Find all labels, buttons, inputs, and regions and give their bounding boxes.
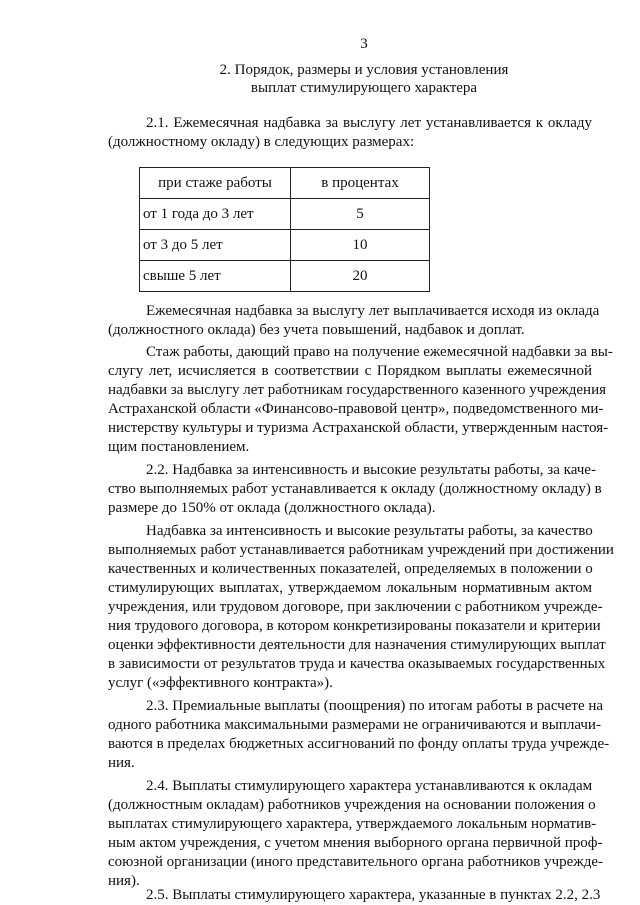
table-row bbox=[140, 230, 430, 261]
table-cell: 20 bbox=[291, 261, 430, 292]
paragraph-line: учреждения, или трудовом договоре, при заключении с работником учрежде- bbox=[108, 599, 603, 615]
paragraph-line: союзной организации (иного представительного органа работников учрежде- bbox=[108, 854, 603, 870]
paragraph-line: 2.2. Надбавка за интенсивность и высокие результаты работы, за каче- bbox=[146, 462, 596, 478]
paragraph-line: размере до 150% от оклада (должностного оклада). bbox=[108, 500, 436, 516]
page-number: 3 bbox=[360, 36, 368, 52]
table-cell: 10 bbox=[291, 230, 430, 261]
paragraph-line: оценки эффективности деятельности для назначения стимулирующих выплат bbox=[108, 637, 606, 653]
paragraph-line: (должностным окладам) работников учреждения на основании положения о bbox=[108, 797, 596, 813]
paragraph-line: услуг («эффективного контракта»). bbox=[108, 675, 333, 691]
table-cell: от 3 до 5 лет bbox=[140, 230, 291, 261]
paragraph-line: Стаж работы, дающий право на получение ежемесячной надбавки за вы- bbox=[146, 344, 613, 360]
paragraph-line: 2.4. Выплаты стимулирующего характера устанавливаются к окладам bbox=[146, 778, 593, 794]
paragraph-line: щим постановлением. bbox=[108, 439, 250, 455]
paragraph-line: ным актом учреждения, с учетом мнения выборного органа первичной проф- bbox=[108, 835, 603, 851]
table-row bbox=[140, 261, 430, 292]
paragraph-line: в зависимости от результатов труда и качества оказываемых государственных bbox=[108, 656, 606, 672]
paragraph-line: (должностному окладу) в следующих размерах: bbox=[108, 134, 415, 150]
paragraph-line: Надбавка за интенсивность и высокие результаты работы, за качество bbox=[146, 523, 593, 539]
table-cell: 5 bbox=[291, 199, 430, 230]
table-cell: свыше 5 лет bbox=[140, 261, 291, 292]
paragraph-line: (должностного оклада) без учета повышений, надбавок и доплат. bbox=[108, 322, 525, 338]
table-cell: от 1 года до 3 лет bbox=[140, 199, 291, 230]
section-heading-line: выплат стимулирующего характера bbox=[250, 80, 478, 96]
section-heading-line: 2. Порядок, размеры и условия установления bbox=[219, 62, 509, 78]
paragraph-line: 2.1. Ежемесячная надбавка за выслугу лет устанавливается к окладу bbox=[146, 115, 592, 131]
paragraph-line: слугу лет, исчисляется в соответствии с Порядком выплаты ежемесячной bbox=[108, 363, 592, 379]
paragraph-line: выплатах стимулирующего характера, утверждаемого локальным норматив- bbox=[108, 816, 597, 832]
paragraph-line: ство выполняемых работ устанавливается к окладу (должностному окладу) в bbox=[108, 481, 602, 497]
paragraph-line: 2.5. Выплаты стимулирующего характера, указанные в пунктах 2.2, 2.3 bbox=[146, 887, 601, 903]
table-header-cell: при стаже работы bbox=[140, 168, 291, 199]
paragraph-line: Астраханской области «Финансово-правовой центр», подведомственного ми- bbox=[108, 401, 604, 417]
paragraph-line: качественных и количественных показателей, определяемых в положении о bbox=[108, 561, 593, 577]
paragraph-line: ваются в пределах бюджетных ассигнований по фонду оплаты труда учрежде- bbox=[108, 736, 610, 752]
table-header-cell: в процентах bbox=[291, 168, 430, 199]
paragraph-line: Ежемесячная надбавка за выслугу лет выплачивается исходя из оклада bbox=[146, 303, 600, 319]
seniority-table bbox=[139, 167, 430, 292]
paragraph-line: нистерству культуры и туризма Астраханской области, утвержденным настоя- bbox=[108, 420, 609, 436]
paragraph-line: 2.3. Премиальные выплаты (поощрения) по итогам работы в расчете на bbox=[146, 698, 604, 714]
table-row bbox=[140, 199, 430, 230]
paragraph-line: ния трудового договора, в котором конкретизированы показатели и критерии bbox=[108, 618, 601, 634]
section-heading bbox=[0, 61, 640, 97]
paragraph-line: надбавки за выслугу лет работникам государственного казенного учреждения bbox=[108, 382, 607, 398]
table-header-row bbox=[140, 168, 430, 199]
paragraph-line: стимулирующих выплатах, утверждаемом локальным нормативным актом bbox=[108, 580, 592, 596]
paragraph-line: ния). bbox=[108, 873, 140, 889]
paragraph-line: выполняемых работ устанавливается работникам учреждений при достижении bbox=[108, 542, 614, 558]
paragraph-line: одного работника максимальными размерами не ограничиваются и выплачи- bbox=[108, 717, 601, 733]
paragraph-line: ния. bbox=[108, 755, 135, 771]
